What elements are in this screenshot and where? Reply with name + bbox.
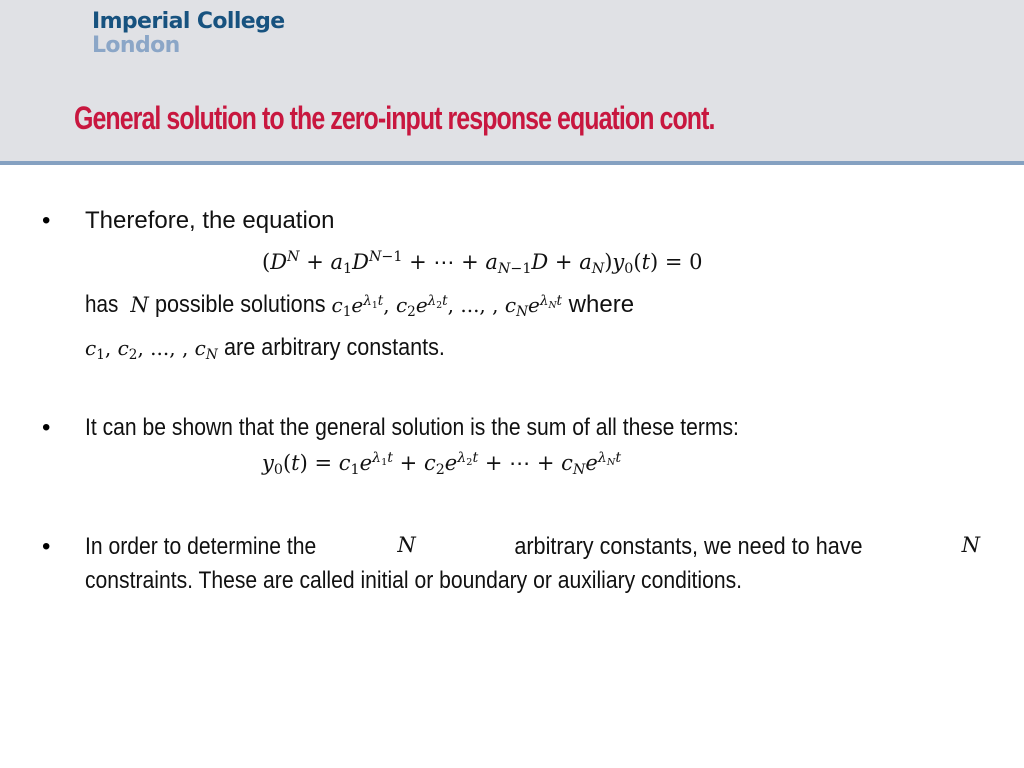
var-n: N: [130, 293, 149, 317]
solutions-list: $c_1e^{\lambda_1t}$, $c_2e^{\lambda_2t}$, ..., , $c_Ne^{\lambda_Nt}$: [331, 292, 562, 321]
logo-line-2: London: [92, 33, 180, 58]
word: In order to determine the: [85, 533, 317, 560]
characteristic-equation: ($D^N + a_1D^{N-1}$ + ⋯ + $a_{N-1}D + a_N)y_0(t) = 0$: [262, 249, 703, 278]
logo-line-1: Imperial College: [92, 9, 285, 34]
bullet-1-line-2: [85, 291, 634, 320]
bullet-3-line-2: constraints. These are called initial or boundary or auxiliary conditions.: [85, 567, 743, 594]
where-label: where: [568, 291, 635, 318]
word: arbitrary constants, we need to have: [514, 533, 863, 560]
bullet-1-line-3: [85, 334, 470, 363]
has-label: has: [85, 291, 119, 318]
bullet-marker: •: [42, 533, 51, 560]
possible-solutions-label: possible solutions: [155, 291, 326, 318]
var-n: N: [397, 533, 416, 557]
arbitrary-constants-label: are arbitrary constants.: [224, 334, 446, 361]
bullet-2-text: It can be shown that the general solution is the sum of all these terms:: [85, 414, 739, 441]
constants-list: $c_1$, $c_2$, ..., , $c_N$: [85, 336, 218, 364]
var-n: N: [961, 533, 980, 557]
bullet-marker: •: [42, 207, 51, 234]
bullet-1-intro: Therefore, the equation: [85, 207, 335, 234]
general-solution-equation: $y_0(t) = c_1e^{\lambda_1t} + c_2e^{\lambda_2t}$ + ⋯ + $c_Ne^{\lambda_Nt}$: [262, 450, 622, 479]
slide-title: General solution to the zero-input response equation cont.: [74, 100, 715, 136]
bullet-marker: •: [42, 414, 51, 441]
bullet-3-line-1: [85, 533, 980, 561]
